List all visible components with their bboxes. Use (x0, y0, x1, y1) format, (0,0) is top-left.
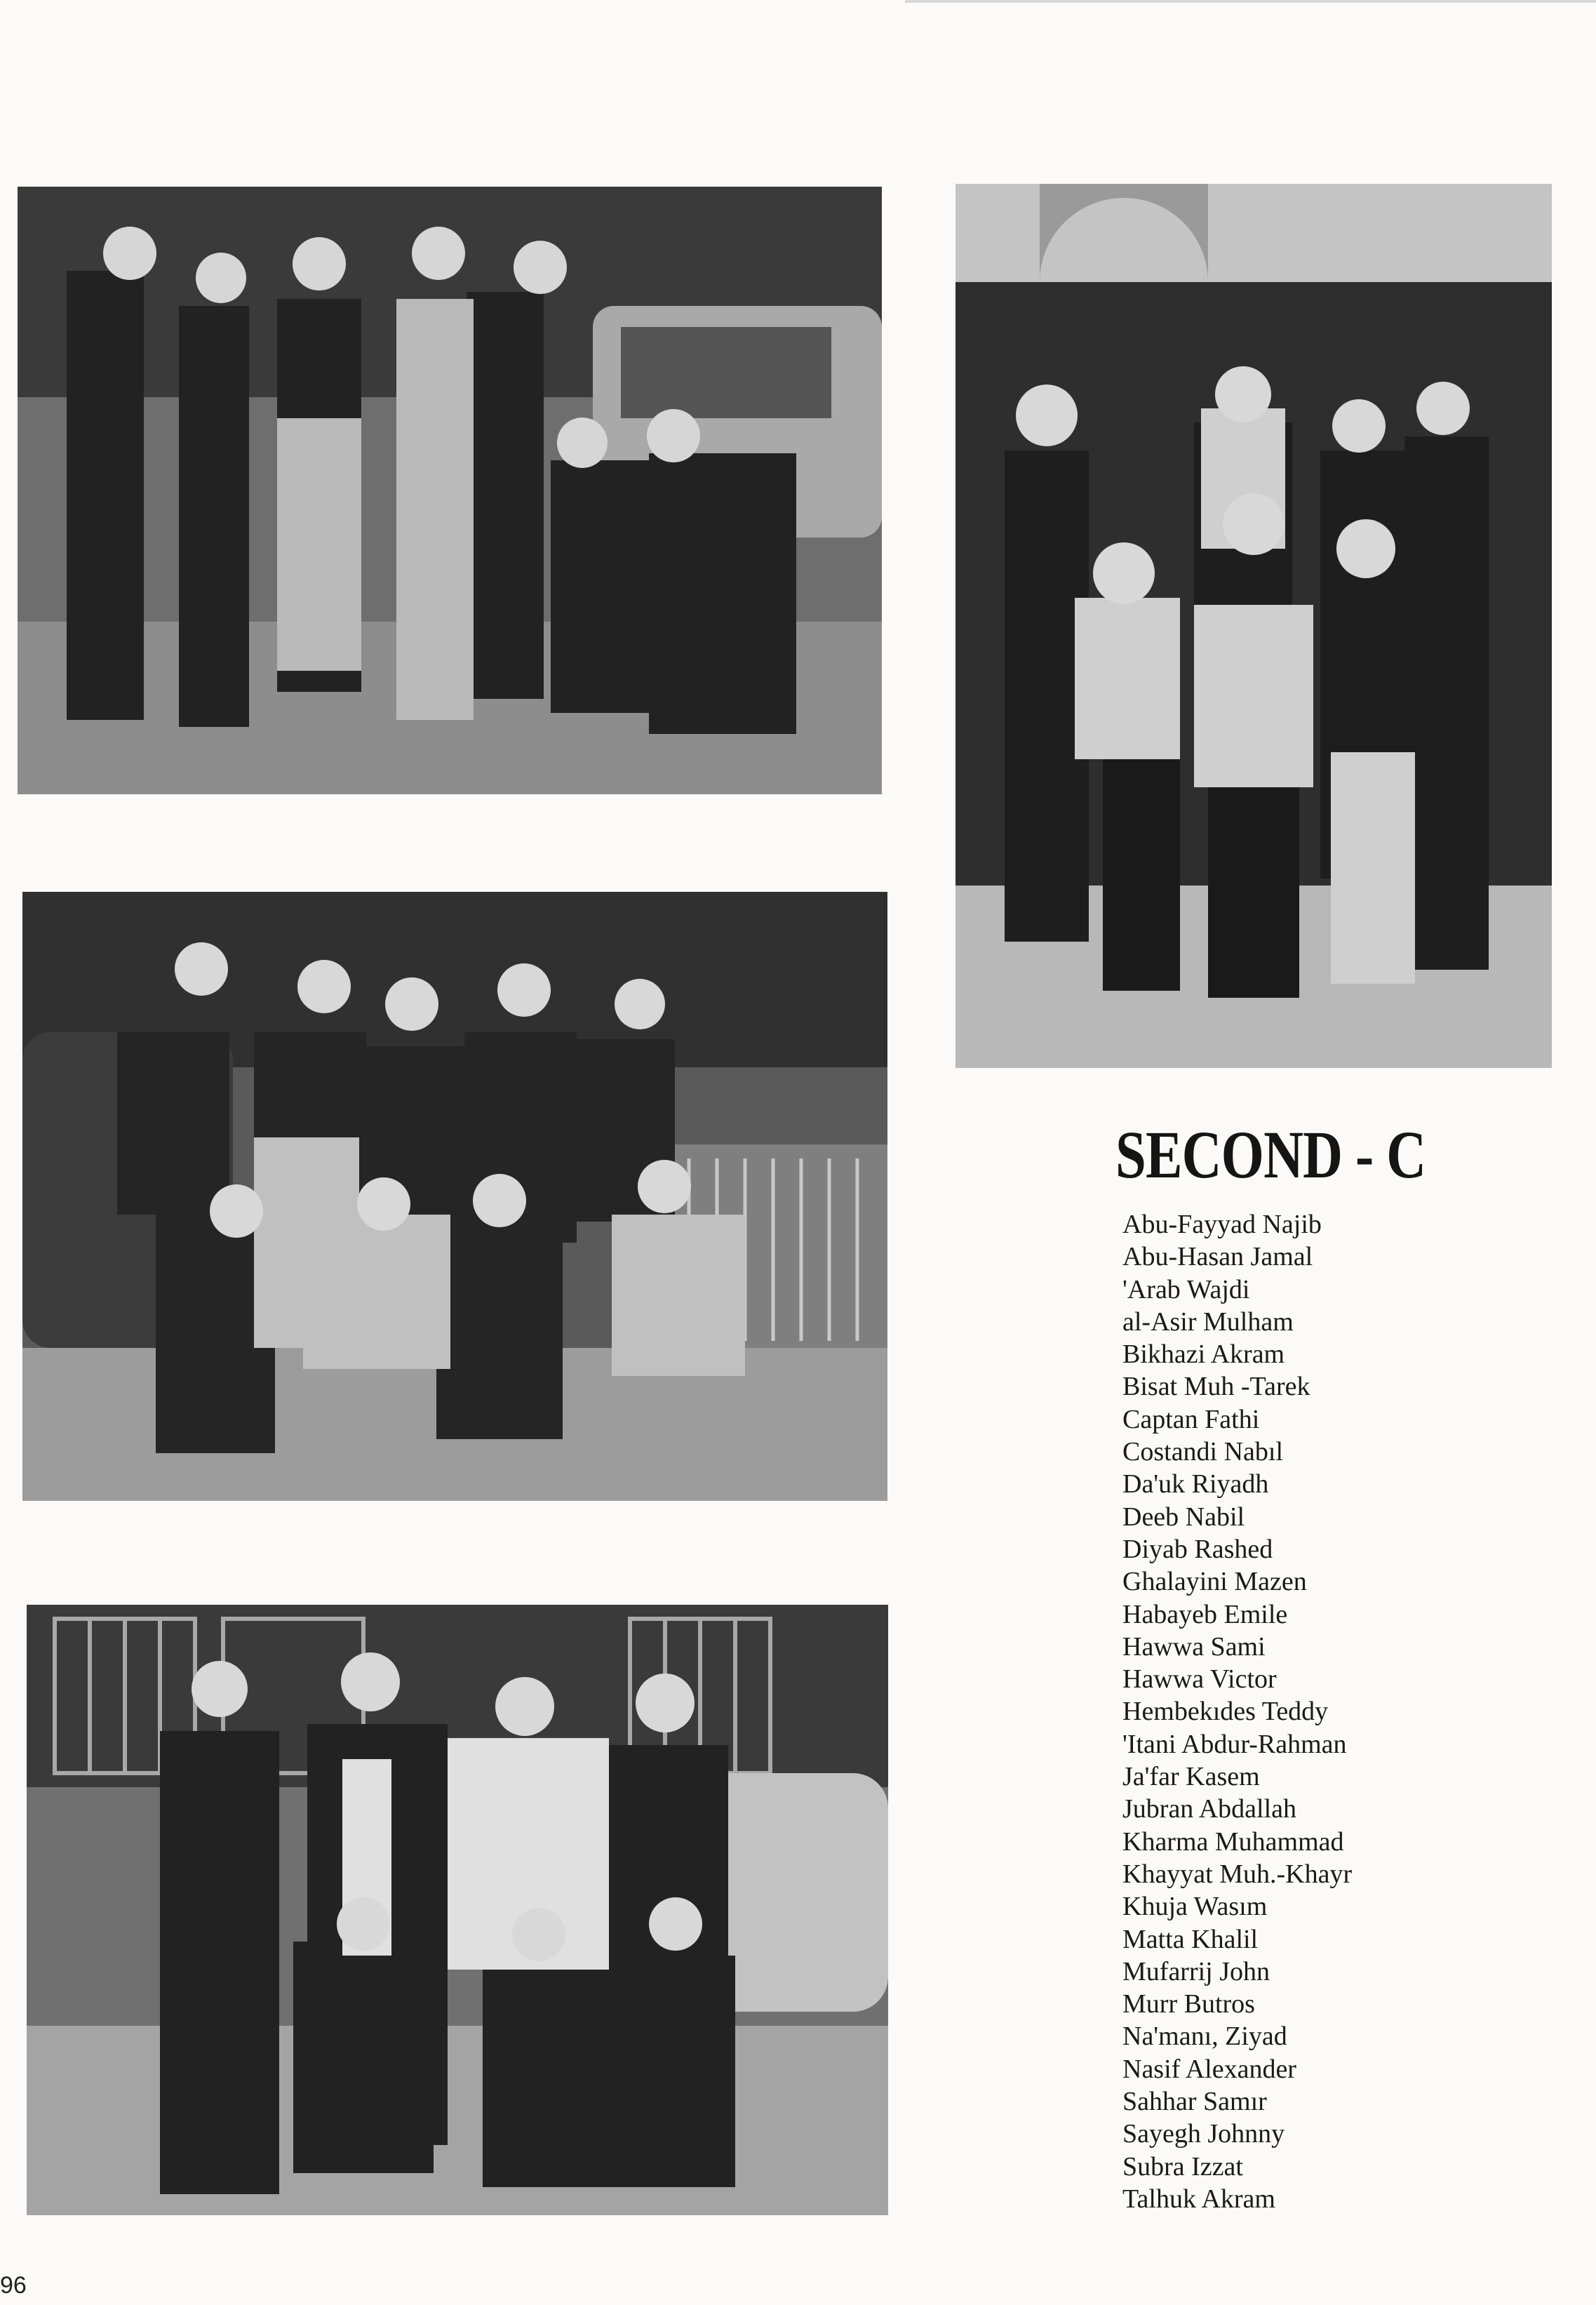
roster-item: Na'manı, Ziyad (1122, 2022, 1287, 2052)
student-roster (1122, 1208, 1352, 2215)
roster-item: 'Itani Abdur-Rahman (1122, 1729, 1347, 1759)
roster-item: Abu-Hasan Jamal (1122, 1242, 1313, 1272)
roster-item: al-Asir Mulham (1122, 1307, 1294, 1337)
roster-item: Hembekıdes Teddy (1122, 1697, 1329, 1727)
roster-item: Bikhazi Akram (1122, 1339, 1285, 1370)
roster-item: Costandi Nabıl (1122, 1437, 1284, 1467)
roster-item: Sahhar Samır (1122, 2087, 1267, 2117)
roster-item: Talhuk Akram (1122, 2184, 1275, 2214)
roster-item: Ghalayini Mazen (1122, 1567, 1307, 1597)
roster-item: Nasif Alexander (1122, 2054, 1296, 2084)
roster-item: Diyab Rashed (1122, 1534, 1273, 1564)
roster-item: Jubran Abdallah (1122, 1794, 1297, 1824)
roster-item: Abu-Fayyad Najib (1122, 1210, 1322, 1239)
roster-item: Kharma Muhammad (1122, 1826, 1344, 1857)
roster-item: Da'uk Riyadh (1122, 1469, 1269, 1499)
roster-item: Captan Fathi (1122, 1404, 1260, 1434)
group-photo-bottom-left (27, 1605, 888, 2215)
roster-item: Ja'far Kasem (1122, 1762, 1260, 1792)
page-number: 96 (0, 2272, 27, 2299)
section-heading: SECOND - C (1115, 1117, 1426, 1192)
group-photo-top-right (955, 184, 1552, 1068)
roster-item: Subra Izzat (1122, 2151, 1243, 2182)
group-photo-middle-left (22, 892, 887, 1501)
roster-item: Murr Butros (1122, 1989, 1255, 2019)
roster-item: Mufarrij John (1122, 1956, 1270, 1986)
roster-item: Habayeb Emile (1122, 1599, 1288, 1629)
roster-item: 'Arab Wajdi (1122, 1274, 1250, 1304)
roster-item: Hawwa Sami (1122, 1631, 1266, 1662)
group-photo-top-left (18, 187, 882, 794)
top-edge-rule (905, 0, 1596, 3)
roster-item: Hawwa Victor (1122, 1664, 1277, 1695)
roster-item: Khayyat Muh.-Khayr (1122, 1859, 1353, 1889)
roster-item: Sayegh Johnny (1122, 2119, 1285, 2149)
roster-item: Khuja Wasım (1122, 1892, 1268, 1922)
roster-item: Deeb Nabil (1122, 1502, 1245, 1532)
roster-item: Matta Khalil (1122, 1924, 1259, 1954)
roster-item: Bisat Muh -Tarek (1122, 1372, 1310, 1402)
